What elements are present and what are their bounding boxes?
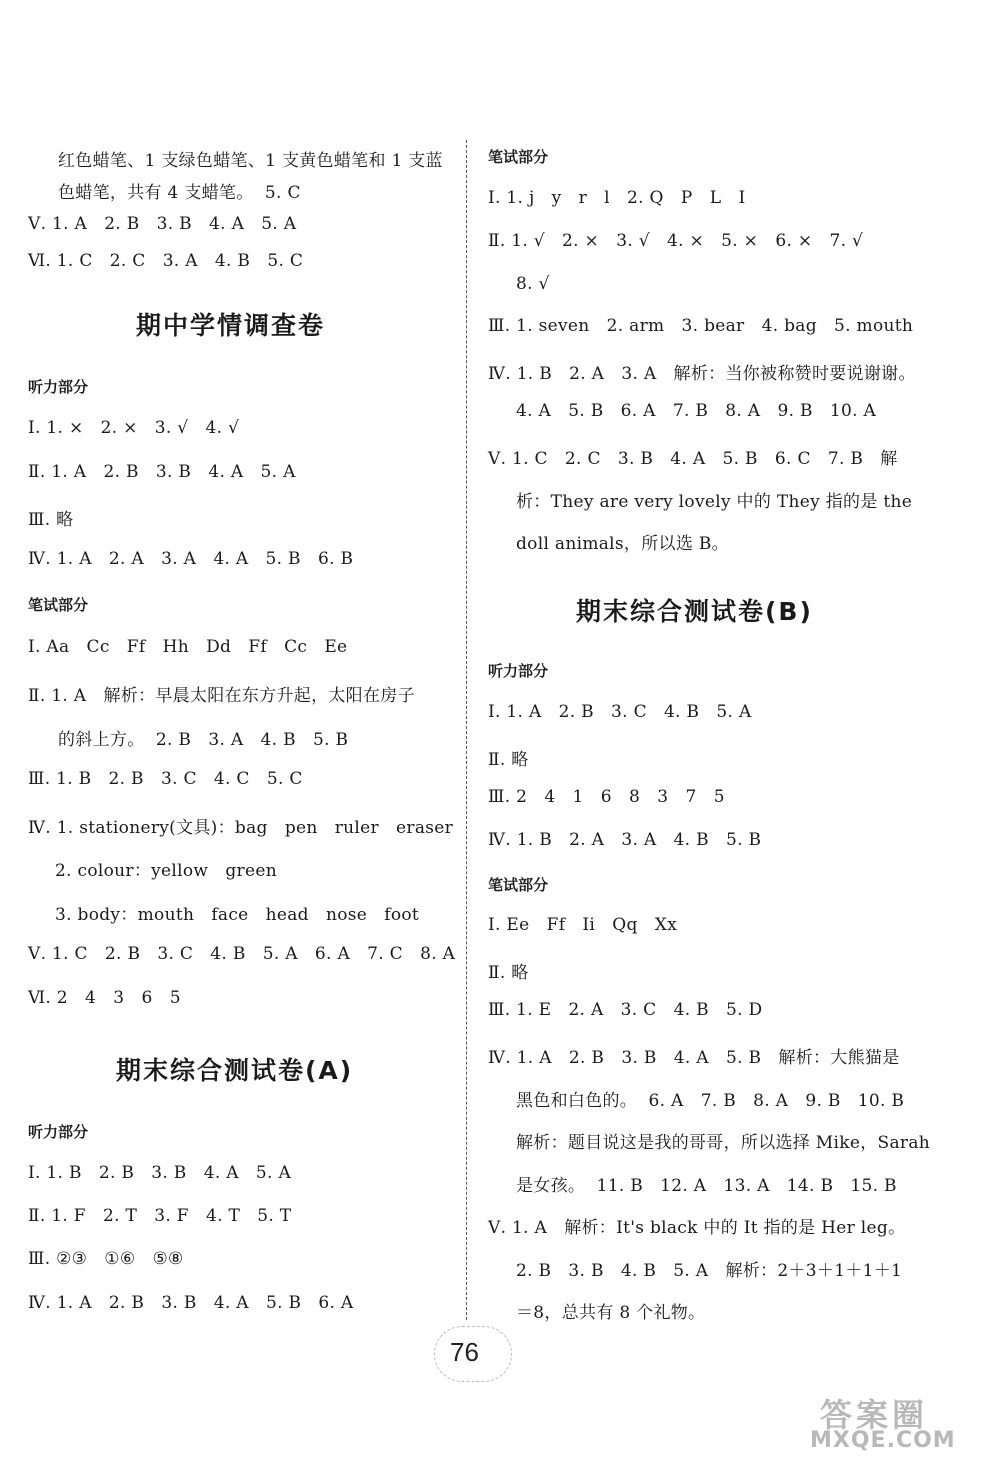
answer-line: Ⅱ. 1. A 2. B 3. B 4. A 5. A bbox=[28, 462, 296, 482]
watermark-text: 答案圈 bbox=[820, 1396, 929, 1434]
answer-line: Ⅲ. 1. E 2. A 3. C 4. B 5. D bbox=[488, 1000, 763, 1020]
written-label: 笔试部分 bbox=[488, 148, 549, 166]
section-title-final-b: 期末综合测试卷(B) bbox=[576, 597, 813, 626]
answer-line: Ⅱ. 1. A 解析：早晨太阳在东方升起，太阳在房子 bbox=[28, 686, 415, 706]
answer-line: Ⅵ. 1. C 2. C 3. A 4. B 5. C bbox=[28, 251, 304, 271]
answer-line: Ⅰ. Aa Cc Ff Hh Dd Ff Cc Ee bbox=[28, 637, 348, 657]
answer-line: 2. colour：yellow green bbox=[55, 861, 277, 881]
answer-line: 色蜡笔，共有 4 支蜡笔。 5. C bbox=[58, 183, 301, 203]
section-title-final-a: 期末综合测试卷(A) bbox=[116, 1056, 354, 1085]
answer-line: Ⅳ. 1. A 2. B 3. B 4. A 5. B 6. A bbox=[28, 1293, 354, 1313]
written-label: 笔试部分 bbox=[488, 876, 549, 894]
section-title-midterm: 期中学情调查卷 bbox=[136, 311, 326, 340]
answer-line: Ⅲ. 1. seven 2. arm 3. bear 4. bag 5. mouth bbox=[488, 316, 914, 336]
answer-line: 黑色和白色的。 6. A 7. B 8. A 9. B 10. B bbox=[516, 1091, 905, 1111]
watermark-logo bbox=[800, 1390, 990, 1456]
answer-line: 4. A 5. B 6. A 7. B 8. A 9. B 10. A bbox=[516, 401, 877, 421]
answer-line: 析：They are very lovely 中的 They 指的是 the bbox=[516, 492, 913, 512]
answer-line: Ⅳ. 1. B 2. A 3. A 解析：当你被称赞时要说谢谢。 bbox=[488, 364, 916, 384]
listening-label: 听力部分 bbox=[488, 662, 549, 680]
answer-line: Ⅳ. 1. A 2. B 3. B 4. A 5. B 解析：大熊猫是 bbox=[488, 1048, 900, 1068]
listening-label: 听力部分 bbox=[28, 1123, 89, 1141]
answer-line: Ⅵ. 2 4 3 6 5 bbox=[28, 988, 181, 1008]
answer-line: Ⅴ. 1. A 2. B 3. B 4. A 5. A bbox=[28, 214, 297, 234]
answer-line: 是女孩。 11. B 12. A 13. A 14. B 15. B bbox=[516, 1176, 897, 1196]
answer-line: Ⅰ. 1. × 2. × 3. √ 4. √ bbox=[28, 418, 240, 438]
answer-line: Ⅳ. 1. B 2. A 3. A 4. B 5. B bbox=[488, 830, 762, 850]
answer-line: Ⅰ. Ee Ff Ii Qq Xx bbox=[488, 915, 678, 935]
answer-line: 解析：题目说这是我的哥哥，所以选择 Mike，Sarah bbox=[516, 1133, 930, 1153]
answer-line: Ⅱ. 略 bbox=[488, 750, 529, 770]
answer-line: Ⅴ. 1. C 2. B 3. C 4. B 5. A 6. A 7. C 8. A bbox=[28, 944, 456, 964]
answer-line: 红色蜡笔、1 支绿色蜡笔、1 支黄色蜡笔和 1 支蓝 bbox=[58, 151, 443, 171]
answer-line: Ⅳ. 1. A 2. A 3. A 4. A 5. B 6. B bbox=[28, 549, 354, 569]
answer-line: doll animals，所以选 B。 bbox=[516, 534, 729, 554]
page-number: 76 bbox=[450, 1337, 479, 1367]
answer-line: Ⅲ. 略 bbox=[28, 510, 74, 530]
answer-line: 2. B 3. B 4. B 5. A 解析：2＋3＋1＋1＋1 bbox=[516, 1261, 903, 1281]
listening-label: 听力部分 bbox=[28, 378, 89, 396]
answer-line: ＝8，总共有 8 个礼物。 bbox=[516, 1303, 706, 1323]
answer-line: Ⅲ. ②③ ①⑥ ⑤⑧ bbox=[28, 1249, 184, 1269]
answer-line: Ⅳ. 1. stationery(文具)：bag pen ruler eraser bbox=[28, 818, 454, 838]
answer-line: 的斜上方。 2. B 3. A 4. B 5. B bbox=[58, 730, 349, 750]
answer-line: 3. body：mouth face head nose foot bbox=[55, 905, 420, 925]
answer-line: Ⅰ. 1. j y r l 2. Q P L I bbox=[488, 188, 746, 208]
answer-line: Ⅲ. 1. B 2. B 3. C 4. C 5. C bbox=[28, 769, 303, 789]
answer-line: Ⅱ. 略 bbox=[488, 963, 529, 983]
answer-line: Ⅰ. 1. A 2. B 3. C 4. B 5. A bbox=[488, 702, 752, 722]
written-label: 笔试部分 bbox=[28, 596, 89, 614]
answer-line: 8. √ bbox=[516, 274, 550, 294]
answer-line: Ⅱ. 1. F 2. T 3. F 4. T 5. T bbox=[28, 1206, 292, 1226]
answer-line: Ⅰ. 1. B 2. B 3. B 4. A 5. A bbox=[28, 1163, 292, 1183]
answer-line: Ⅴ. 1. A 解析：It's black 中的 It 指的是 Her leg。 bbox=[488, 1218, 906, 1238]
answer-line: Ⅲ. 2 4 1 6 8 3 7 5 bbox=[488, 787, 725, 807]
watermark-url: MXQE.COM bbox=[810, 1428, 956, 1453]
answer-line: Ⅱ. 1. √ 2. × 3. √ 4. × 5. × 6. × 7. √ bbox=[488, 231, 864, 251]
column-divider bbox=[466, 140, 467, 1320]
answer-line: Ⅴ. 1. C 2. C 3. B 4. A 5. B 6. C 7. B 解 bbox=[488, 449, 898, 469]
